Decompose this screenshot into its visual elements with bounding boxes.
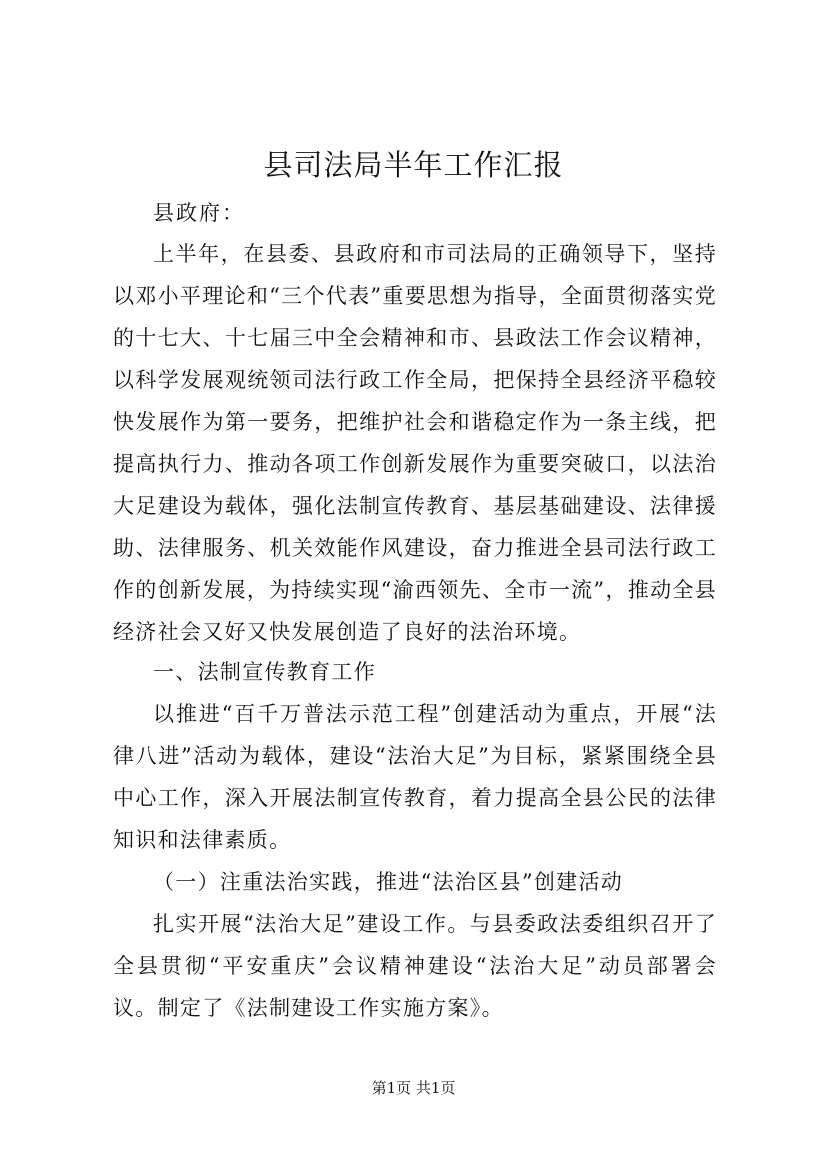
salutation: 县政府：	[153, 201, 245, 225]
document-title: 县司法局半年工作汇报	[263, 148, 564, 182]
page-footer: 第1页 共1页	[371, 1079, 456, 1097]
paragraph-intro: 上半年，在县委、县政府和市司法局的正确领导下，坚持以邓小平理论和“三个代表”重要思想为指导，全面贯彻落实党的十七大、十七届三中全会精神和市、县政法工作会议精神，以科学发展观统领司法行政工作全局，把保持全县经济平稳较快发展作为第一要务，把维护社会和谐稳定作为一条主线，把提高执行力、推动各项工作创新发展作为重要突破口，以法治大足建设为载体，强化法制宣传教育、基层基础建设、法律援助、法律服务、机关效能作风建设，奋力推进全县司法行政工作的创新发展，为持续实现“渝西领先、全市一流”，推动全县经济社会又好又快发展创造了良好的法治环境。	[113, 242, 717, 644]
paragraph-section-1: 以推进“百千万普法示范工程”创建活动为重点，开展“法律八进”活动为载体，建设“法治大足”为目标，紧紧围绕全县中心工作，深入开展法制宣传教育，着力提高全县公民的法律知识和法律素质。	[113, 702, 717, 852]
subsection-heading-1: （一）注重法治实践，推进“法治区县”创建活动	[153, 870, 624, 894]
paragraph-subsection-1: 扎实开展“法治大足”建设工作。与县委政法委组织召开了全县贯彻“平安重庆”会议精神建设“法治大足”动员部署会议。制定了《法制建设工作实施方案》。	[113, 912, 717, 1020]
section-heading-1: 一、法制宣传教育工作	[153, 660, 376, 684]
